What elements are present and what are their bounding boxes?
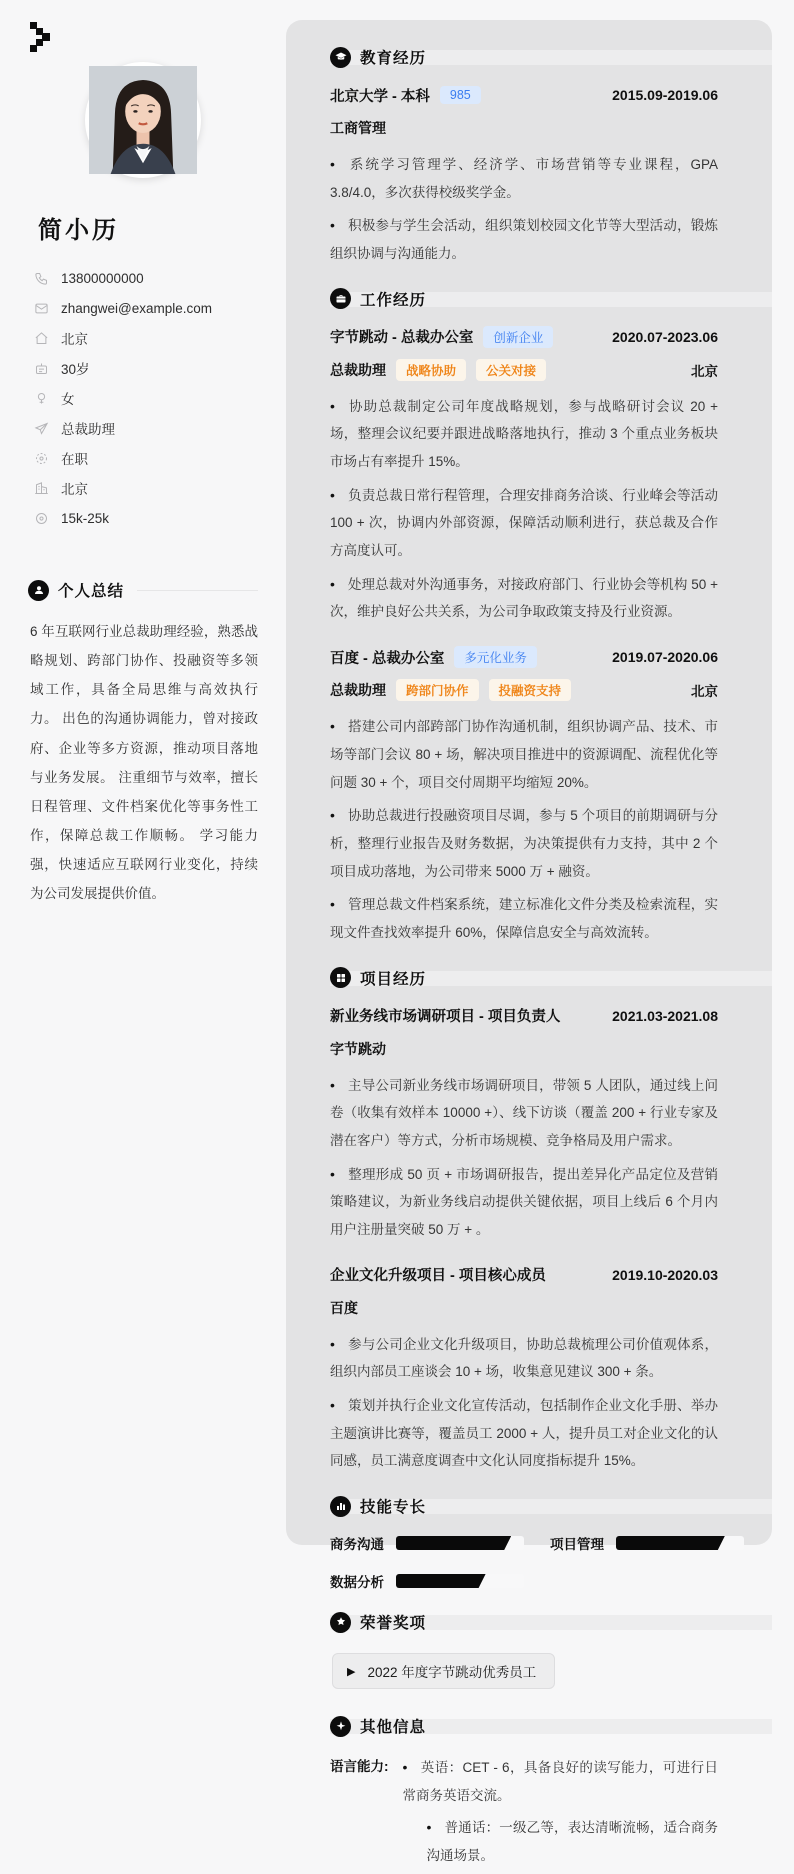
contact-text: 15k-25k <box>61 510 110 526</box>
project-entry <box>330 1005 718 1244</box>
work-location: 北京 <box>691 684 718 700</box>
medal-icon <box>330 1612 351 1633</box>
major-name: 工商管理 <box>330 120 386 136</box>
project-company: 字节跳动 <box>330 1040 386 1057</box>
skill-bar <box>616 1536 744 1550</box>
work-section <box>330 288 718 947</box>
pixel-chevron-logo <box>30 22 56 52</box>
skill-name: 商务沟通 <box>330 1537 384 1553</box>
contact-item-status <box>34 443 258 473</box>
skill-item <box>330 1533 524 1553</box>
contact-text: zhangwei@example.com <box>61 300 213 316</box>
grid-icon <box>330 967 351 988</box>
briefcase-icon <box>330 288 351 309</box>
school-tag: 985 <box>440 86 481 104</box>
award-item[interactable] <box>332 1653 555 1689</box>
school-name: 北京大学 - 本科 <box>330 88 430 105</box>
project-bullet: • 主导公司新业务线市场调研项目，带领 5 人团队，通过线上问卷（收集有效样本 10000 +）、线下访谈（覆盖 200 + 行业专家及潜在客户）等方式，分析市场规模、竞争格局及用户需求。 <box>330 1071 718 1155</box>
skill-bar <box>396 1574 524 1588</box>
skills-header <box>330 1495 772 1517</box>
language-label: 语言能力: <box>330 1759 389 1775</box>
skill-tag: 投融资支持 <box>489 679 572 701</box>
work-date: 2020.07-2023.06 <box>612 328 718 345</box>
language-row <box>330 1753 718 1874</box>
candidate-name: 简小历 <box>38 217 119 244</box>
contact-item-position <box>34 413 258 443</box>
projects-section <box>330 967 718 1475</box>
awards-section <box>330 1611 718 1695</box>
skill-bar-fill <box>616 1536 725 1550</box>
project-bullet: • 参与公司企业文化升级项目，协助总裁梳理公司价值观体系，组织内部员工座谈会 10 + 场，收集意见建议 300 + 条。 <box>330 1330 718 1386</box>
skill-name: 项目管理 <box>550 1537 604 1553</box>
contact-text: 13800000000 <box>61 270 144 286</box>
building-icon <box>34 481 49 496</box>
project-bullet: • 整理形成 50 页 + 市场调研报告，提出差异化产品定位及营销策略建议，为新业务线启动提供关键依据，项目上线后 6 个月内用户注册量突破 50 万 + 。 <box>330 1160 718 1244</box>
age-icon <box>34 361 49 376</box>
resume-card <box>286 20 772 1864</box>
section-title: 荣誉奖项 <box>360 1615 427 1633</box>
summary-text: 6 年互联网行业总裁助理经验，熟悉战略规划、跨部门协作、投融资等多领域工作，具备全局思维与高效执行力。 出色的沟通协调能力，曾对接政府、企业等多方资源，推动项目落地与业务发展。 注重细节与效率，擅长日程管理、文件档案优化等事务性工作，保障总裁工作顺畅。 学习能力强，快速适应互联网行业变化，持续为公司发展提供价值。 <box>30 624 258 902</box>
education-section <box>330 46 718 268</box>
paper-plane-icon <box>34 421 49 436</box>
summary-title: 个人总结 <box>58 583 125 600</box>
coin-icon <box>34 511 49 526</box>
contact-text: 总裁助理 <box>61 422 115 437</box>
language-list <box>403 1753 719 1874</box>
section-title: 工作经历 <box>360 291 427 309</box>
skill-tag: 公关对接 <box>476 359 546 381</box>
mail-icon <box>34 301 49 316</box>
job-title: 总裁助理 <box>330 682 386 699</box>
work-entry <box>330 326 718 626</box>
summary-section <box>28 579 258 909</box>
pixel-chevron-icon <box>30 22 56 52</box>
work-bullet: • 管理总裁文件档案系统，建立标准化文件分类及检索流程，实现文件查找效率提升 60%，保障信息安全与高效流转。 <box>330 890 718 946</box>
gender-icon <box>34 391 49 406</box>
skill-bar <box>396 1536 524 1550</box>
contact-text: 北京 <box>61 482 88 497</box>
awards-header <box>330 1611 772 1633</box>
project-company: 百度 <box>330 1299 358 1316</box>
play-arrow-icon: ▶ <box>347 1665 356 1678</box>
section-title: 项目经历 <box>360 970 427 988</box>
project-bullet: • 策划并执行企业文化宣传活动，包括制作企业文化手册、举办主题演讲比赛等，覆盖员工 2000 + 人，提升员工对企业文化的认同感，员工满意度调查中文化认同度指标提升 15%。 <box>330 1391 718 1475</box>
contact-item-phone <box>34 263 258 293</box>
summary-header <box>28 579 258 601</box>
skill-bar-fill <box>396 1574 486 1588</box>
work-bullet: • 搭建公司内部跨部门协作沟通机制，组织协调产品、技术、市场等部门会议 80 + 场，解决项目推进中的资源调配、流程优化等问题 30 + 个，项目交付周期平均缩短 20%。 <box>330 712 718 796</box>
project-name: 企业文化升级项目 - 项目核心成员 <box>330 1268 546 1285</box>
skill-tag: 跨部门协作 <box>396 679 479 701</box>
work-header <box>330 288 772 310</box>
person-icon <box>28 580 49 601</box>
contact-item-location <box>34 323 258 353</box>
education-bullet: • 系统学习管理学、经济学、市场营销等专业课程，GPA 3.8/4.0，多次获得校级奖学金。 <box>330 150 718 206</box>
education-bullet: • 积极参与学生会活动，组织策划校园文化节等大型活动，锻炼组织协调与沟通能力。 <box>330 211 718 267</box>
work-bullet: • 处理总裁对外沟通事务，对接政府部门、行业协会等机构 50 + 次，维护良好公共关系，为公司争取政策支持及行业资源。 <box>330 570 718 626</box>
bar-chart-icon <box>330 1496 351 1517</box>
portrait-illustration <box>89 66 197 174</box>
other-section <box>330 1715 718 1874</box>
contact-item-age <box>34 353 258 383</box>
contact-item-email <box>34 293 258 323</box>
company-name: 百度 - 总裁办公室 <box>330 650 445 667</box>
skill-bar-fill <box>396 1536 511 1550</box>
phone-icon <box>34 271 49 286</box>
section-title: 技能专长 <box>360 1499 427 1517</box>
contact-text: 30岁 <box>61 362 90 377</box>
skills-section <box>330 1495 718 1591</box>
contact-item-gender <box>34 383 258 413</box>
skill-item <box>550 1533 744 1553</box>
company-tag: 多元化业务 <box>454 646 537 668</box>
work-entry <box>330 646 718 946</box>
education-date: 2015.09-2019.06 <box>612 87 718 103</box>
sidebar <box>0 0 286 909</box>
work-location: 北京 <box>691 363 718 379</box>
language-bullet: • 英语：CET - 6，具备良好的读写能力，可进行日常商务英语交流。 <box>403 1753 719 1809</box>
sparkle-icon <box>330 1716 351 1737</box>
skill-name: 数据分析 <box>330 1575 384 1591</box>
header-divider <box>137 590 258 591</box>
contact-text: 女 <box>61 392 75 407</box>
projects-header <box>330 967 772 989</box>
graduation-cap-icon <box>330 47 351 68</box>
skill-tag: 战略协助 <box>396 359 466 381</box>
contact-list <box>34 263 258 533</box>
company-name: 字节跳动 - 总裁办公室 <box>330 330 474 347</box>
work-date: 2019.07-2020.06 <box>612 649 718 666</box>
avatar <box>85 62 201 178</box>
project-date: 2021.03-2021.08 <box>612 1007 718 1024</box>
work-bullet: • 协助总裁制定公司年度战略规划，参与战略研讨会议 20 + 场，整理会议纪要并跟进战略落地执行，推动 3 个重点业务板块市场占有率提升 15%。 <box>330 392 718 476</box>
skills-grid <box>330 1533 718 1591</box>
job-title: 总裁助理 <box>330 361 386 378</box>
section-title: 其他信息 <box>360 1719 427 1737</box>
skill-item <box>330 1571 524 1591</box>
education-header <box>330 46 772 68</box>
contact-text: 在职 <box>61 452 88 467</box>
status-icon <box>34 451 49 466</box>
language-bullet: • 普通话：一级乙等，表达清晰流畅，适合商务沟通场景。 <box>427 1813 719 1869</box>
section-title: 教育经历 <box>360 50 427 67</box>
other-header <box>330 1715 772 1737</box>
contact-item-salary <box>34 503 258 533</box>
contact-item-city <box>34 473 258 503</box>
project-entry <box>330 1264 718 1475</box>
work-bullet: • 负责总裁日常行程管理，合理安排商务洽谈、行业峰会等活动 100 + 次，协调内外部资源，保障活动顺利进行，获总裁及合作方高度认可。 <box>330 481 718 565</box>
project-name: 新业务线市场调研项目 - 项目负责人 <box>330 1009 561 1026</box>
award-text: 2022 年度字节跳动优秀员工 <box>367 1665 537 1681</box>
project-date: 2019.10-2020.03 <box>612 1266 718 1283</box>
home-icon <box>34 331 49 346</box>
work-bullet: • 协助总裁进行投融资项目尽调，参与 5 个项目的前期调研与分析，整理行业报告及财务数据，为决策提供有力支持，其中 2 个项目成功落地，为公司带来 5000 万 + 融资。 <box>330 801 718 885</box>
company-tag: 创新企业 <box>483 326 553 348</box>
contact-text: 北京 <box>61 332 88 347</box>
education-entry <box>330 84 718 268</box>
